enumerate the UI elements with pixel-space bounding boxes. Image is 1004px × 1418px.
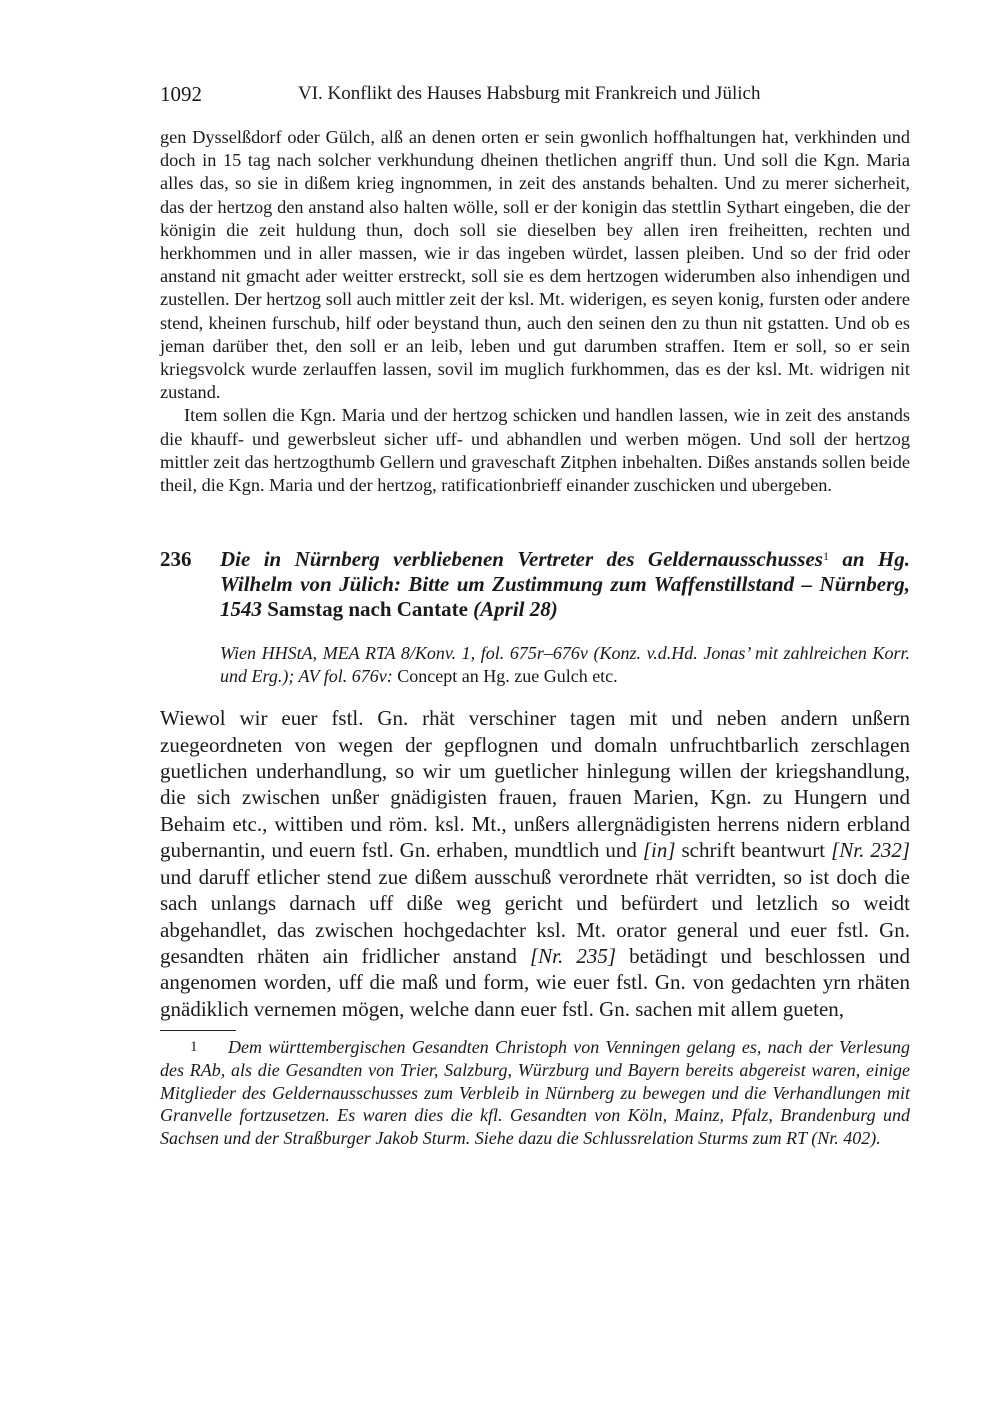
text-run: und daruff etlicher stend zue dißem ausschuß verordnete rhät verridten, so ist doch die sach unlangs darnach uff diße weg gericht und befürdert und letzlich so weidt abgehandlet, das zwischen hochgedachter ksl. Mt. orator general und euer fstl. Gn. gesandten rhäten ain fridlicher anstand	[160, 864, 910, 968]
document-heading	[160, 547, 910, 622]
footnote-text: Dem württembergischen Gesandten Christoph von Venningen gelang es, nach der Verlesung des RAb, als die Gesandten von Trier, Salzburg, Würzburg und Bayern bereits abgereist waren, einige Mitglieder des Geldernausschusses zum Verbleib in Nürnberg zu bewegen und die Verhandlungen mit Granvelle fortzusetzen. Es waren dies die kfl. Gesandten von Köln, Mainz, Pfalz, Brandenburg und Sachsen und der Straßburger Jakob Sturm. Siehe dazu die Schlussrelation Sturms zum RT (Nr. 402).	[160, 1037, 910, 1148]
document-number: 236	[160, 547, 192, 572]
cross-reference[interactable]: [Nr. 235]	[529, 943, 617, 968]
page-number: 1092	[160, 82, 202, 106]
running-head-title: VI. Konflikt des Hauses Habsburg mit Frankreich und Jülich	[298, 83, 761, 104]
footnote-reference[interactable]: 1	[822, 549, 829, 564]
document-date: Samstag nach Cantate	[267, 597, 468, 622]
footnote-divider	[160, 1030, 236, 1031]
paragraph: gen Dysselßdorf oder Gülch, alß an denen orten er sein gwonlich hoffhaltungen hat, verkhinden und doch in 15 tag nach solcher verkhundung dheinen thetlichen angriff thun. Und soll die Kgn. Maria alles das, so sie in dißem krieg ingnommen, in zeit des anstands behalten. Und zu merer sicherheit, das der hertzog den anstand also halten wölle, soll er der konigin das stettlin Sythart eingeben, die der königin die zeit huldung thun, doch soll sie dieselben bey allen iren freiheitten, rechten und herkhommen und in aller massen, wie ir das ingeben würdet, lassen pleiben. Und so der frid oder anstand nit gmacht ader weitter erstreckt, soll sie es dem hertzogen widerumben also inhendigen und zustellen. Der hertzog soll auch mittler zeit der ksl. Mt. widerigen, es seyen konig, fursten oder andere stend, kheinen furschub, hilf oder beystand thun, auch den seinen den zu thun nit gstatten. Und ob es jeman darüber thet, den soll er an leib, leben und gut darumben straffen. Item er soll, so er sein kriegsvolck wurde zerlauffen lassen, sovil im muglich furkhommen, das es der ksl. Mt. widrigen nit zustand.	[160, 127, 910, 403]
editorial-insertion: [in]	[642, 838, 676, 863]
source-archive: Wien HHStA, MEA RTA 8/Konv. 1, fol. 675r–676v (Konz. v.d.Hd. Jonas’ mit zahlreichen Korr. und Erg.); AV fol. 676v:	[220, 643, 910, 687]
cross-reference[interactable]: [Nr. 232]	[831, 838, 910, 863]
document-title-part: an Hg. Wilhelm von Jülich: Bitte um Zustimmung zum Waffenstillstand – Nürnberg, 1543	[220, 547, 910, 622]
source-note	[160, 642, 910, 688]
document-text	[160, 705, 910, 1022]
source-endorsement: Concept an Hg. zue Gulch etc.	[392, 666, 618, 687]
paragraph: Item sollen die Kgn. Maria und der hertzog schicken und handlen lassen, wie in zeit des anstands die khauff- und gewerbsleut sicher uff- und abhandlen und werben mögen. Und soll der hertzog mittler zeit das hertzogthumb Gellern und graveschaft Zitphen inbehalten. Dißes anstands sollen beide theil, die Kgn. Maria und der hertzog, ratificationbrieff einander zuschicken und ubergeben.	[160, 405, 910, 496]
running-head	[160, 80, 910, 108]
document-page	[160, 80, 910, 1150]
text-run: betädingt und beschlossen und angenomen worden, uff die maß und form, wie euer fstl. Gn. von gedachten yrn rhäten gnädiklich vernemen mögen, welche dann euer fstl. Gn. sachen mit allem gueten,	[160, 943, 910, 1021]
footnote	[160, 1036, 910, 1150]
document-date-paren: (April 28)	[467, 597, 558, 622]
text-run: schrift beantwurt	[675, 838, 832, 863]
text-run: Wiewol wir euer fstl. Gn. rhät verschiner tagen mit und neben andern unßern zuegeordneten von wegen der gepflognen und domaln unfruchtbarlich zerschlagen guetlichen underhandlung, so wir um guetlicher hinlegung willen der kriegshandlung, die sich zwischen unßer gnädigisten frauen, frauen Marien, Kgn. zu Hungern und Behaim etc., wittiben und röm. ksl. Mt., unßers allergnädigisten herrens nidern erbland gubernantin, und euern fstl. Gn. erhaben, mundtlich und	[160, 706, 910, 863]
footnote-number: 1	[190, 1039, 198, 1056]
continuation-text	[160, 126, 910, 497]
document-title-part: Die in Nürnberg verbliebenen Vertreter des Geldernausschusses	[220, 547, 823, 572]
